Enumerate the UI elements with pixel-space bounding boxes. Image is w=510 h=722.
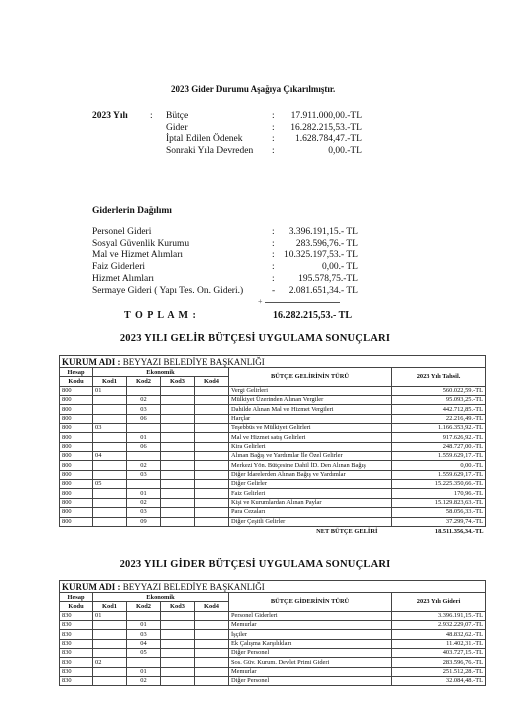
cell-amount: 248.727,00.-TL — [392, 442, 486, 451]
table-row — [60, 508, 486, 517]
cell-kod4 — [195, 396, 229, 405]
cell-hesap: 830 — [60, 677, 93, 686]
distribution-value: 195.578,75.-TL — [298, 273, 358, 284]
cell-kod3 — [161, 470, 195, 479]
summary-value: 17.911.000,00.-TL — [290, 111, 362, 121]
cell-kod4 — [195, 386, 229, 395]
cell-kod2 — [127, 424, 161, 433]
budget-summary — [0, 110, 510, 170]
cell-kod1 — [93, 442, 127, 451]
cell-name: Kira Gelirleri — [229, 442, 392, 451]
distribution-value: 283.596,76.- TL — [295, 238, 358, 249]
cell-amount: 11.402,31.-TL — [392, 639, 486, 648]
cell-kod3 — [161, 461, 195, 470]
cell-kod4 — [195, 414, 229, 423]
cell-kod3 — [161, 414, 195, 423]
cell-hesap: 830 — [60, 630, 93, 639]
distribution-label: Sermaye Gideri ( Yapı Tes. On. Gideri.) — [92, 285, 244, 296]
table-row — [60, 611, 486, 620]
distribution-separator: : — [272, 250, 275, 261]
cell-name: Diğer Personel — [229, 677, 392, 686]
header-row — [60, 368, 486, 377]
table-row — [60, 433, 486, 442]
cell-kod2: 02 — [127, 461, 161, 470]
cell-amount: 170,96.-TL — [392, 489, 486, 498]
summary-label: Gider — [166, 122, 188, 133]
cell-name: Teşebbüs ve Mülkiyet Gelirleri — [229, 424, 392, 433]
sum-line — [265, 302, 340, 303]
cell-amount: 283.596,76.-TL — [392, 658, 486, 667]
cell-name: Kişi ve Kurumlardan Alınan Paylar — [229, 498, 392, 507]
summary-value: 16.282.215,53.-TL — [290, 122, 362, 133]
cell-kod3 — [161, 442, 195, 451]
table-row — [60, 639, 486, 648]
cell-name: Merkezi Yön. Bütçesine Dahil İD. Den Alınan Bağış — [229, 461, 392, 470]
kurum-label: KURUM ADI : — [62, 581, 121, 592]
summary-row — [0, 145, 510, 157]
cell-amount: 0,00.-TL — [392, 461, 486, 470]
table-row — [60, 489, 486, 498]
cell-name: Vergi Gelirleri — [229, 386, 392, 395]
header-kod4: Kod4 — [195, 377, 229, 386]
cell-hesap: 830 — [60, 658, 93, 667]
cell-hesap: 800 — [60, 452, 93, 461]
cell-kod2: 01 — [127, 433, 161, 442]
header-amount: 2023 Yılı Gideri — [392, 593, 486, 612]
cell-kod2: 03 — [127, 630, 161, 639]
header-name: BÜTÇE GELİRİNİN TÜRÜ — [229, 368, 392, 387]
table-row — [60, 461, 486, 470]
cell-kod2: 06 — [127, 442, 161, 451]
distribution-row — [0, 285, 510, 297]
table-row — [60, 649, 486, 658]
cell-kod4 — [195, 461, 229, 470]
cell-hesap: 800 — [60, 461, 93, 470]
summary-label: Sonraki Yıla Devreden — [166, 145, 254, 156]
distribution-label: Personel Gideri — [92, 227, 152, 237]
distribution-label: Hizmet Alımları — [92, 273, 155, 284]
cell-kod3 — [161, 639, 195, 648]
summary-value: 0,00.-TL — [328, 145, 362, 156]
cell-name: Diğer İdarelerden Alınan Bağış ve Yardımlar — [229, 470, 392, 479]
cell-kod3 — [161, 498, 195, 507]
header-kod1: Kod1 — [93, 602, 127, 611]
cell-amount: 917.626,92.-TL — [392, 433, 486, 442]
year-separator: : — [150, 111, 153, 121]
cell-kod2: 02 — [127, 677, 161, 686]
cell-kod3 — [161, 405, 195, 414]
cell-kod3 — [161, 489, 195, 498]
cell-name: Mülkiyet Üzerinden Alınan Vergiler — [229, 396, 392, 405]
cell-hesap: 800 — [60, 470, 93, 479]
header-kod2: Kod2 — [127, 602, 161, 611]
distribution-value: 10.325.197,53.- TL — [284, 250, 358, 261]
net-total-row — [60, 526, 486, 538]
cell-hesap: 830 — [60, 667, 93, 676]
cell-kod3 — [161, 667, 195, 676]
summary-row — [0, 110, 510, 122]
distribution-list — [0, 226, 510, 306]
cell-kod3 — [161, 611, 195, 620]
summary-separator: : — [272, 145, 275, 156]
cell-kod3 — [161, 508, 195, 517]
cell-name: Memurlar — [229, 667, 392, 676]
cell-name: Diğer Çeşitli Gelirler — [229, 517, 392, 526]
cell-kod3 — [161, 517, 195, 526]
distribution-separator: : — [272, 273, 275, 284]
summary-separator: : — [272, 122, 275, 133]
table-row — [60, 470, 486, 479]
cell-amount: 1.559.629,17.-TL — [392, 452, 486, 461]
distribution-label: Mal ve Hizmet Alımları — [92, 250, 184, 261]
cell-kod4 — [195, 489, 229, 498]
cell-kod2: 03 — [127, 508, 161, 517]
income-table — [59, 355, 486, 538]
cell-kod1 — [93, 639, 127, 648]
cell-hesap: 800 — [60, 498, 93, 507]
cell-hesap: 800 — [60, 386, 93, 395]
table-row — [60, 396, 486, 405]
cell-kod3 — [161, 424, 195, 433]
cell-kod3 — [161, 658, 195, 667]
header-kod2: Kod2 — [127, 377, 161, 386]
cell-name: Sos. Güv. Kurum. Devlet Primi Gideri — [229, 658, 392, 667]
cell-kod1 — [93, 508, 127, 517]
cell-kod1 — [93, 498, 127, 507]
cell-kod2: 06 — [127, 414, 161, 423]
cell-kod4 — [195, 630, 229, 639]
cell-amount: 2.932.229,07.-TL — [392, 621, 486, 630]
cell-kod3 — [161, 452, 195, 461]
expense-title: 2023 YILI GİDER BÜTÇESİ UYGULAMA SONUÇLARI — [119, 559, 391, 570]
table-row — [60, 658, 486, 667]
total-value: 16.282.215,53.- TL — [273, 310, 352, 321]
cell-hesap: 800 — [60, 424, 93, 433]
cell-amount: 48.832,62.-TL — [392, 630, 486, 639]
cell-amount: 95.093,25.-TL — [392, 396, 486, 405]
cell-hesap: 800 — [60, 517, 93, 526]
header-hesap: Hesap — [60, 593, 93, 602]
cell-name: Memurlar — [229, 621, 392, 630]
distribution-label: Faiz Giderleri — [92, 262, 146, 273]
table-row — [60, 498, 486, 507]
cell-kod3 — [161, 621, 195, 630]
cell-kod1: 04 — [93, 452, 127, 461]
cell-kod4 — [195, 658, 229, 667]
table-row — [60, 667, 486, 676]
kurum-row — [60, 356, 486, 368]
header-row — [60, 593, 486, 602]
net-total-label: NET BÜTÇE GELİRİ — [316, 528, 378, 536]
distribution-title: Giderlerin Dağılımı — [92, 206, 172, 216]
cell-amount: 15.129.823,63.-TL — [392, 498, 486, 507]
cell-kod4 — [195, 639, 229, 648]
cell-kod2: 09 — [127, 517, 161, 526]
plus-sign: + — [258, 297, 263, 306]
kurum-name: BEYYAZI BELEDİYE BAŞKANLIĞI — [122, 581, 265, 592]
cell-kod1 — [93, 470, 127, 479]
kurum-label: KURUM ADI : — [62, 356, 121, 367]
distribution-value: 0,00.- TL — [322, 262, 358, 273]
cell-kod3 — [161, 630, 195, 639]
cell-name: Alınan Bağış ve Yardımlar İle Özel Gelirler — [229, 452, 392, 461]
cell-amount: 3.396.191,15.-TL — [392, 611, 486, 620]
cell-kod2 — [127, 480, 161, 489]
cell-amount: 1.559.629,17.-TL — [392, 470, 486, 479]
cell-kod4 — [195, 424, 229, 433]
cell-kod4 — [195, 649, 229, 658]
cell-kod3 — [161, 649, 195, 658]
cell-kod1: 03 — [93, 424, 127, 433]
cell-kod2: 01 — [127, 621, 161, 630]
cell-kod4 — [195, 470, 229, 479]
cell-kod1 — [93, 677, 127, 686]
cell-kod2: 02 — [127, 396, 161, 405]
header-amount: 2023 Yılı Tahsil. — [392, 368, 486, 387]
header-kod3: Kod3 — [161, 377, 195, 386]
cell-hesap: 800 — [60, 480, 93, 489]
cell-amount: 403.727,15.-TL — [392, 649, 486, 658]
cell-kod1 — [93, 630, 127, 639]
cell-kod3 — [161, 386, 195, 395]
cell-kod2: 04 — [127, 639, 161, 648]
cell-hesap: 800 — [60, 442, 93, 451]
cell-kod4 — [195, 621, 229, 630]
cell-amount: 251.512,28.-TL — [392, 667, 486, 676]
cell-hesap: 830 — [60, 649, 93, 658]
cell-kod4 — [195, 677, 229, 686]
cell-kod2: 03 — [127, 470, 161, 479]
distribution-value: 2.081.651,34.- TL — [288, 285, 358, 296]
distribution-row — [0, 273, 510, 285]
summary-row — [0, 133, 510, 145]
header-ekonomik: Ekonomik — [93, 368, 229, 377]
cell-name: Diğer Gelirler — [229, 480, 392, 489]
cell-amount: 22.216,49.-TL — [392, 414, 486, 423]
distribution-label: Sosyal Güvenlik Kurumu — [92, 238, 190, 249]
cell-kod3 — [161, 396, 195, 405]
cell-kod1 — [93, 649, 127, 658]
header-kod3: Kod3 — [161, 602, 195, 611]
cell-kod1: 01 — [93, 386, 127, 395]
cell-kod4 — [195, 611, 229, 620]
cell-name: Personel Giderleri — [229, 611, 392, 620]
table-row — [60, 414, 486, 423]
cell-kod4 — [195, 480, 229, 489]
distribution-separator: : — [272, 227, 275, 237]
cell-kod2 — [127, 386, 161, 395]
cell-kod1: 05 — [93, 480, 127, 489]
cell-kod2 — [127, 658, 161, 667]
cell-kod2: 05 — [127, 649, 161, 658]
summary-label: Bütçe — [166, 111, 189, 121]
table-row — [60, 480, 486, 489]
cell-amount: 15.225.350,66.-TL — [392, 480, 486, 489]
cell-kod4 — [195, 667, 229, 676]
cell-name: Para Cezaları — [229, 508, 392, 517]
cell-amount: 58.056,33.-TL — [392, 508, 486, 517]
net-total-value: 18.511.356,34.-TL — [434, 528, 484, 536]
table-row — [60, 517, 486, 526]
cell-kod1 — [93, 489, 127, 498]
cell-name: Dahilde Alınan Mal ve Hizmet Vergileri — [229, 405, 392, 414]
distribution-separator: : — [272, 238, 275, 249]
cell-name: Ek Çalışma Karşılıkları — [229, 639, 392, 648]
cell-hesap: 800 — [60, 414, 93, 423]
table-row — [60, 630, 486, 639]
cell-hesap: 800 — [60, 396, 93, 405]
cell-kod2 — [127, 611, 161, 620]
distribution-row — [0, 249, 510, 261]
header-kodu: Kodu — [60, 377, 93, 386]
year-label: 2023 Yılı — [92, 111, 128, 121]
cell-kod1 — [93, 621, 127, 630]
cell-amount: 37.299,74.-TL — [392, 517, 486, 526]
cell-kod2: 02 — [127, 498, 161, 507]
table-row — [60, 452, 486, 461]
income-title: 2023 YILI GELİR BÜTÇESİ UYGULAMA SONUÇLARI — [119, 333, 391, 344]
cell-kod4 — [195, 498, 229, 507]
cell-hesap: 830 — [60, 621, 93, 630]
cell-name: Diğer Personel — [229, 649, 392, 658]
header-kod4: Kod4 — [195, 602, 229, 611]
cell-hesap: 800 — [60, 405, 93, 414]
cell-hesap: 800 — [60, 433, 93, 442]
distribution-separator: : — [272, 262, 275, 273]
cell-kod2: 03 — [127, 405, 161, 414]
distribution-row — [0, 261, 510, 273]
header-kodu: Kodu — [60, 602, 93, 611]
cell-kod1: 02 — [93, 658, 127, 667]
cell-kod1 — [93, 433, 127, 442]
distribution-separator: - — [272, 285, 276, 296]
cell-hesap: 830 — [60, 639, 93, 648]
table-row — [60, 621, 486, 630]
table-row — [60, 386, 486, 395]
cell-kod4 — [195, 442, 229, 451]
cell-name: Harçlar — [229, 414, 392, 423]
header-name: BÜTÇE GİDERİNİN TÜRÜ — [229, 593, 392, 612]
cell-kod4 — [195, 508, 229, 517]
summary-row — [0, 122, 510, 134]
cell-name: Mal ve Hizmet satış Gelirleri — [229, 433, 392, 442]
summary-value: 1.628.784,47.-TL — [294, 134, 362, 144]
summary-separator: : — [272, 134, 275, 144]
cell-kod4 — [195, 517, 229, 526]
cell-name: Faiz Gelirleri — [229, 489, 392, 498]
page-title: 2023 Gider Durumu Aşağıya Çıkarılmıştır. — [171, 84, 336, 94]
cell-hesap: 800 — [60, 508, 93, 517]
cell-amount: 32.084,48.-TL — [392, 677, 486, 686]
kurum-name: BEYYAZI BELEDİYE BAŞKANLIĞI — [122, 356, 265, 367]
cell-kod4 — [195, 433, 229, 442]
cell-amount: 1.166.353,92.-TL — [392, 424, 486, 433]
cell-kod1 — [93, 405, 127, 414]
cell-kod3 — [161, 433, 195, 442]
summary-label: İptal Edilen Ödenek — [166, 134, 243, 144]
cell-kod4 — [195, 452, 229, 461]
table-row — [60, 677, 486, 686]
expense-table — [59, 580, 486, 686]
table-row — [60, 442, 486, 451]
distribution-row — [0, 226, 510, 238]
table-row — [60, 424, 486, 433]
distribution-value: 3.396.191,15.- TL — [288, 227, 358, 237]
header-ekonomik: Ekonomik — [93, 593, 229, 602]
cell-kod2: 01 — [127, 489, 161, 498]
cell-kod1 — [93, 517, 127, 526]
cell-kod1 — [93, 414, 127, 423]
cell-kod4 — [195, 405, 229, 414]
cell-kod1 — [93, 461, 127, 470]
cell-kod3 — [161, 480, 195, 489]
cell-kod1 — [93, 667, 127, 676]
cell-kod2 — [127, 452, 161, 461]
cell-kod2: 01 — [127, 667, 161, 676]
cell-kod3 — [161, 677, 195, 686]
cell-hesap: 800 — [60, 489, 93, 498]
cell-amount: 442.712,85.-TL — [392, 405, 486, 414]
cell-kod1: 01 — [93, 611, 127, 620]
cell-hesap: 830 — [60, 611, 93, 620]
cell-kod1 — [93, 396, 127, 405]
header-hesap: Hesap — [60, 368, 93, 377]
summary-separator: : — [272, 111, 275, 121]
distribution-row — [0, 238, 510, 250]
header-kod1: Kod1 — [93, 377, 127, 386]
table-row — [60, 405, 486, 414]
total-label: T O P L A M : — [124, 310, 197, 321]
cell-name: İşçiler — [229, 630, 392, 639]
cell-amount: 560.022,59.-TL — [392, 386, 486, 395]
kurum-row — [60, 581, 486, 593]
